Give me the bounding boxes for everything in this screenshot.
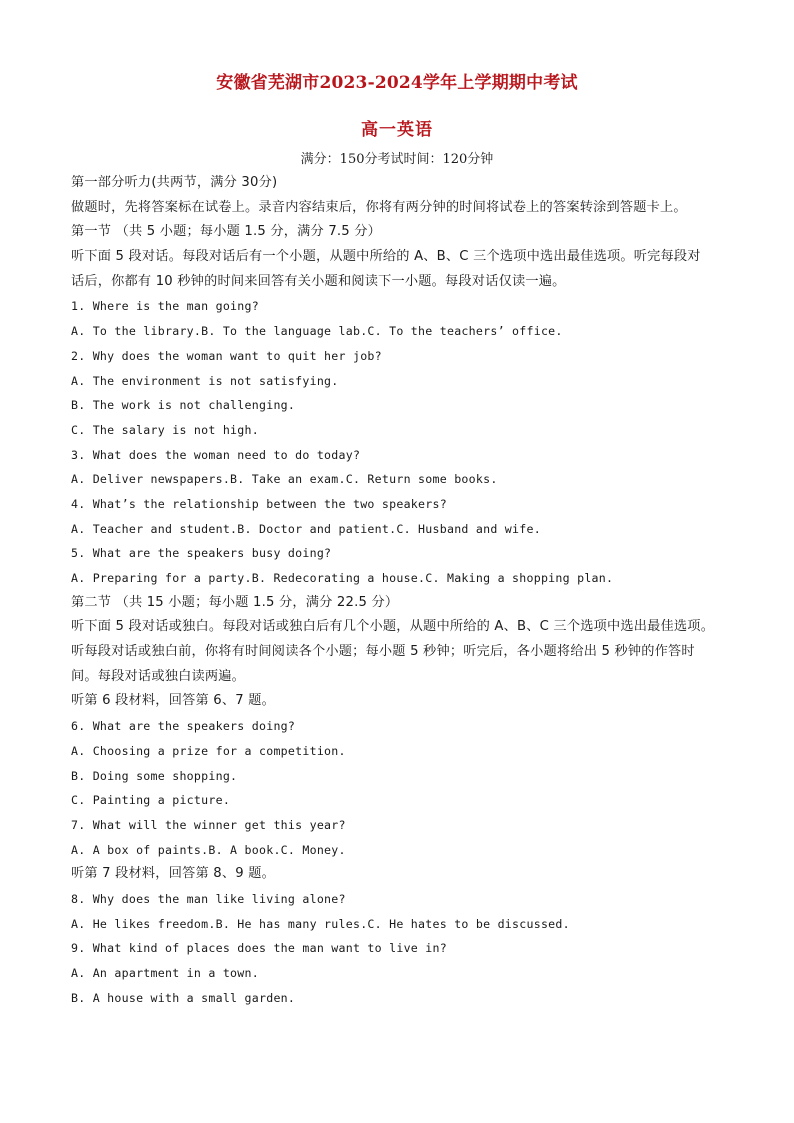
option-line: A. A box of paints.B. A book.C. Money.	[71, 842, 346, 857]
exam-body	[71, 171, 731, 1010]
material-heading: 听第 6 段材料，回答第 6、7 题。	[71, 693, 275, 709]
option-line: A. The environment is not satisfying.	[71, 373, 339, 388]
option-line: A. Deliver newspapers.B. Take an exam.C. Return some books.	[71, 472, 498, 487]
text-line: 第一节 （共 5 小题；每小题 1.5 分，满分 7.5 分）	[71, 224, 382, 240]
exam-title: 安徽省芜湖市2023-2024学年上学期期中考试	[216, 73, 578, 93]
option-line: B. The work is not challenging.	[71, 398, 296, 413]
option-line: A. Teacher and student.B. Doctor and patient.C. Husband and wife.	[71, 521, 541, 536]
exam-subject: 高一英语	[361, 120, 433, 140]
exam-meta: 满分：150分考试时间：120分钟	[300, 152, 494, 167]
text-line: 间。每段对话或独白读两遍。	[71, 668, 246, 684]
material-heading: 听第 7 段材料，回答第 8、9 题。	[71, 866, 275, 882]
question-line: 6. What are the speakers doing?	[71, 719, 296, 734]
option-line: A. Preparing for a party.B. Redecorating a house.C. Making a shopping plan.	[71, 571, 614, 585]
option-line: A. Choosing a prize for a competition.	[71, 743, 346, 758]
question-line: 7. What will the winner get this year?	[71, 817, 346, 832]
question-line: 1. Where is the man going?	[71, 299, 259, 314]
question-line: 5. What are the speakers busy doing?	[71, 546, 332, 561]
text-line: 做题时，先将答案标在试卷上。录音内容结束后，你将有两分钟的时间将试卷上的答案转涂到答题卡上。	[71, 199, 687, 215]
question-line: 8. Why does the man like living alone?	[71, 891, 346, 906]
question-line: 9. What kind of places does the man want to live in?	[71, 941, 447, 956]
text-line: 听下面 5 段对话。每段对话后有一个小题，从题中所给的 A、B、C 三个选项中选出最佳选项。听完每段对	[71, 249, 701, 265]
question-line: 3. What does the woman need to do today?	[71, 447, 361, 462]
text-line: 第一部分听力(共两节，满分 30分)	[71, 175, 278, 190]
text-line: 话后，你都有 10 秒钟的时间来回答有关小题和阅读下一小题。每段对话仅读一遍。	[71, 273, 566, 289]
option-line: B. A house with a small garden.	[71, 990, 296, 1005]
option-line: C. Painting a picture.	[71, 793, 231, 808]
option-line: C. The salary is not high.	[71, 422, 259, 437]
option-line: A. He likes freedom.B. He has many rules.C. He hates to be discussed.	[71, 916, 570, 931]
text-line: 听每段对话或独白前，你将有时间阅读各个小题；每小题 5 秒钟；听完后，各小题将给出 5 秒钟的作答时	[71, 644, 695, 660]
option-line: A. To the library.B. To the language lab.C. To the teachers’ office.	[71, 324, 563, 339]
option-line: B. Doing some shopping.	[71, 768, 238, 783]
question-line: 4. What’s the relationship between the two speakers?	[71, 496, 447, 511]
section-heading: 第二节 （共 15 小题；每小题 1.5 分，满分 22.5 分）	[71, 594, 399, 610]
question-line: 2. Why does the woman want to quit her job?	[71, 348, 382, 363]
text-line: 听下面 5 段对话或独白。每段对话或独白后有几个小题，从题中所给的 A、B、C 三个选项中选出最佳选项。	[71, 619, 715, 635]
option-line: A. An apartment in a town.	[71, 966, 259, 980]
